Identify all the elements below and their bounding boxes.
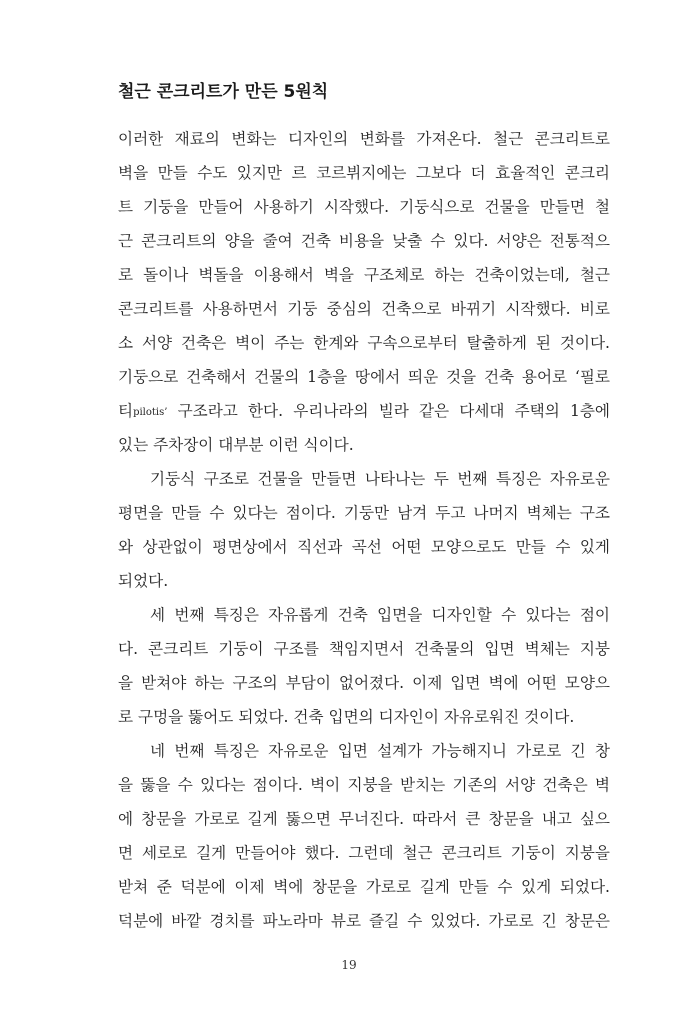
paragraph-3	[118, 598, 610, 734]
text-line: 면 세로로 길게 만들어야 했다. 그런데 철근 콘크리트 기둥이 지붕을	[118, 844, 610, 862]
text-line: 로 돌이나 벽돌을 이용해서 벽을 구조체로 하는 건축이었는데, 철근	[118, 266, 610, 284]
text-line: 소 서양 건축은 벽이 주는 한계와 구속으로부터 탈출하게 된 것이다.	[118, 334, 610, 352]
paragraph-2	[118, 462, 610, 598]
text-line: 네 번째 특징은 자유로운 입면 설계가 가능해지니 가로로 긴 창	[150, 742, 610, 760]
text-line: 다. 콘크리트 기둥이 구조를 책임지면서 건축물의 입면 벽체는 지붕	[118, 640, 610, 658]
text-line: 기둥으로 건축해서 건물의 1층을 땅에서 띄운 것을 건축 용어로 ‘필로	[118, 368, 610, 386]
pilotis-prefix: 티	[118, 402, 134, 420]
text-line: 이러한 재료의 변화는 디자인의 변화를 가져온다. 철근 콘크리트로	[118, 130, 610, 148]
text-line: 되었다.	[118, 572, 169, 590]
pilotis-suffix: 구조라고 한다. 우리나라의 빌라 같은 다세대 주택의 1층에	[167, 402, 610, 420]
text-line: 벽을 만들 수도 있지만 르 코르뷔지에는 그보다 더 효율적인 콘크리	[118, 164, 610, 182]
page-number: 19	[341, 958, 357, 972]
text-line: 을 뚫을 수 있다는 점이다. 벽이 지붕을 받치는 기존의 서양 건축은 벽	[118, 776, 610, 794]
text-line: 기둥식 구조로 건물을 만들면 나타나는 두 번째 특징은 자유로운	[150, 470, 610, 488]
text-line-pilotis	[118, 394, 610, 428]
text-line: 덕분에 바깥 경치를 파노라마 뷰로 즐길 수 있었다. 가로로 긴 창문은	[118, 912, 610, 930]
text-line: 을 받쳐야 하는 구조의 부담이 없어졌다. 이제 입면 벽에 어떤 모양으	[118, 674, 610, 692]
text-line: 트 기둥을 만들어 사용하기 시작했다. 기둥식으로 건물을 만들면 철	[118, 198, 610, 216]
text-line: 받쳐 준 덕분에 이제 벽에 창문을 가로로 길게 만들 수 있게 되었다.	[118, 878, 610, 896]
text-line: 와 상관없이 평면상에서 직선과 곡선 어떤 모양으로도 만들 수 있게	[118, 538, 610, 556]
text-line: 세 번째 특징은 자유롭게 건축 입면을 디자인할 수 있다는 점이	[150, 606, 610, 624]
text-line: 로 구멍을 뚫어도 되었다. 건축 입면의 디자인이 자유로워진 것이다.	[118, 708, 575, 726]
text-line: 근 콘크리트의 양을 줄여 건축 비용을 낮출 수 있다. 서양은 전통적으	[118, 232, 610, 250]
text-line: 에 창문을 가로로 길게 뚫으면 무너진다. 따라서 큰 창문을 내고 싶으	[118, 810, 610, 828]
paragraph-1	[118, 122, 610, 462]
text-line: 있는 주차장이 대부분 이런 식이다.	[118, 436, 354, 454]
page-body	[118, 80, 610, 938]
section-title: 철근 콘크리트가 만든 5원칙	[118, 82, 329, 102]
text-line: 콘크리트를 사용하면서 기둥 중심의 건축으로 바뀌기 시작했다. 비로	[118, 300, 610, 318]
paragraph-4	[118, 734, 610, 938]
pilotis-term: pilotis’	[133, 407, 168, 418]
text-line: 평면을 만들 수 있다는 점이다. 기둥만 남겨 두고 나머지 벽체는 구조	[118, 504, 610, 522]
